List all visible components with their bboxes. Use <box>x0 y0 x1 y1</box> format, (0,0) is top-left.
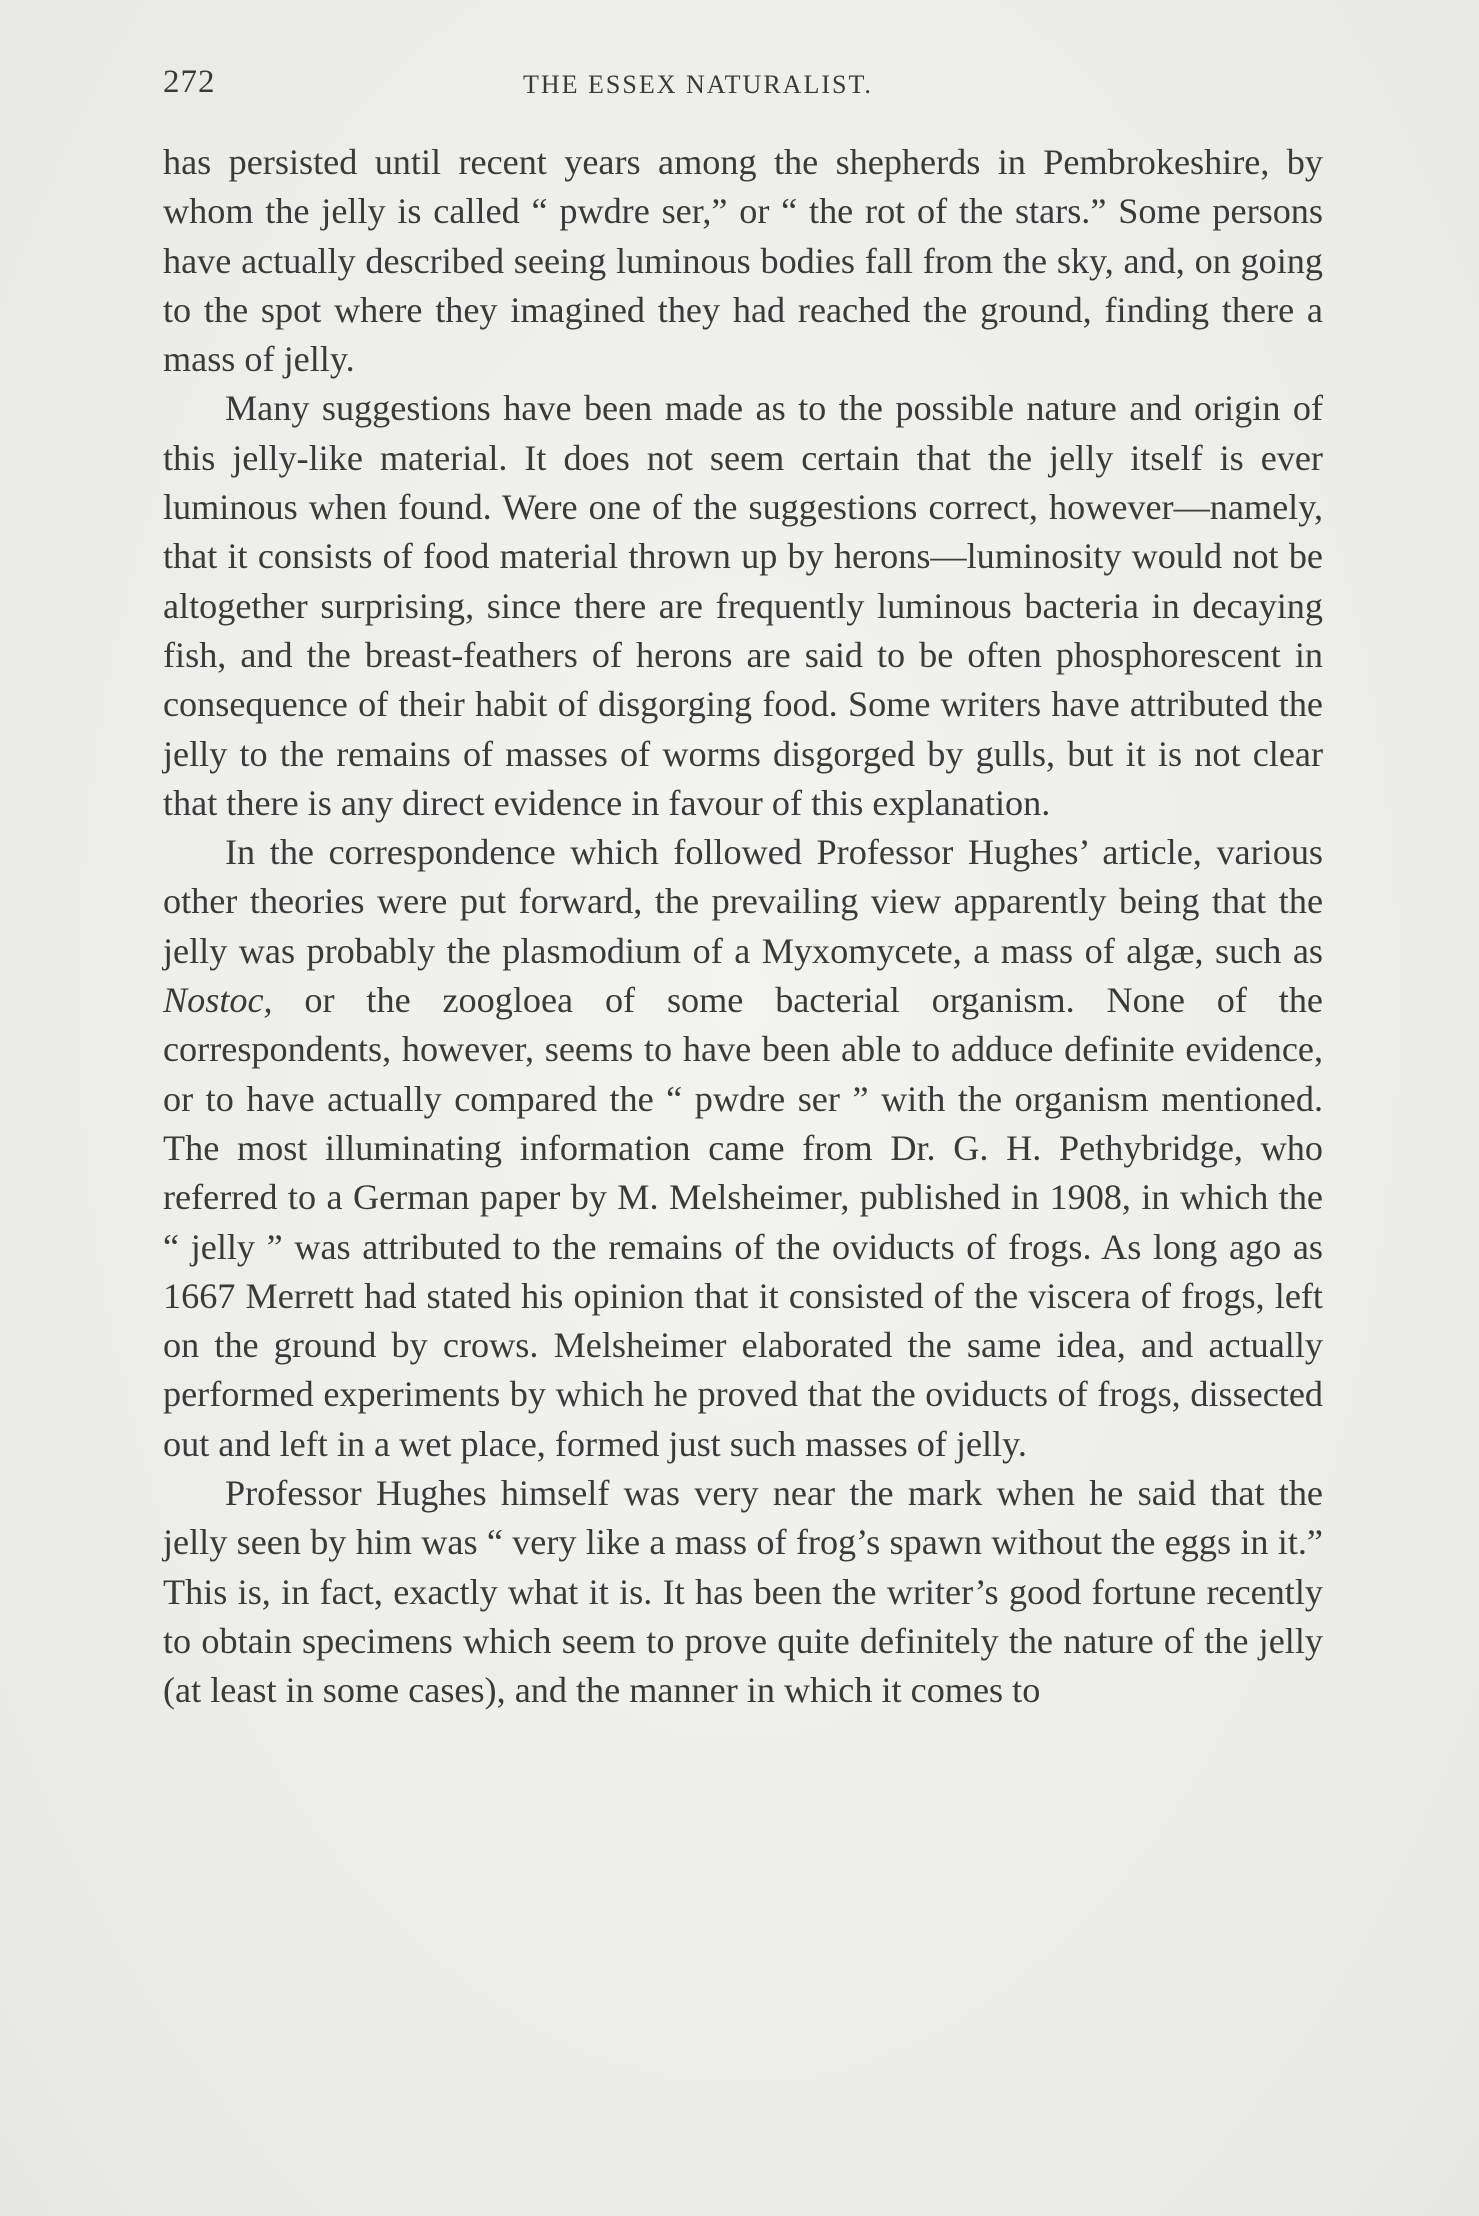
body-text <box>163 138 1323 1716</box>
paragraph-3 <box>163 828 1323 1469</box>
page-number: 272 <box>163 64 216 100</box>
paragraph-4: Professor Hughes himself was very near the mark when he said that the jelly seen by him was “ very like a mass of frog’s spawn without the eggs in it.” This is, in fact, exactly what it is. It has been the writer’s good fortune recently to obtain specimens which seem to prove quite definitely the nature of the jelly (at least in some cases), and the manner in which it comes to <box>163 1473 1323 1711</box>
paragraph-2: Many suggestions have been made as to the possible nature and origin of this jelly-like material. It does not seem certain that the jelly itself is ever luminous when found. Were one of the suggestions correct, however—namely, that it consists of food material thrown up by herons—luminosity would not be altogether surprising, since there are frequently luminous bacteria in decaying fish, and the breast-feathers of herons are said to be often phosphorescent in consequence of their habit of disgorging food. Some writers have attributed the jelly to the remains of masses of worms disgorged by gulls, but it is not clear that there is any direct evidence in favour of this explanation. <box>163 388 1323 823</box>
page-header <box>163 64 1323 124</box>
paragraph-3-text-end: or the zoogloea of some bacterial organism. None of the correspondents, however, seems to have been able to adduce definite evidence, or to have actually compared the “ pwdre ser ” with the organism mentioned. The most illuminating information came from Dr. G. H. Pethybridge, who referred to a German paper by M. Melsheimer, published in 1908, in which the “ jelly ” was attributed to the remains of the oviducts of frogs. As long ago as 1667 Merrett had stated his opinion that it consisted of the viscera of frogs, left on the ground by crows. Melsheimer elaborated the same idea, and actually performed experiments by which he proved that the oviducts of frogs, dissected out and left in a wet place, formed just such masses of jelly. <box>163 980 1323 1464</box>
running-title: THE ESSEX NATURALIST. <box>523 70 873 99</box>
italic-genus-name: Nostoc, <box>163 980 273 1021</box>
paragraph-3-text-start: In the correspondence which followed Professor Hughes’ article, various other theories were put forward, the prevailing view apparently being that the jelly was probably the plasmodium of a Myxomycete, a mass of algæ, such as <box>163 832 1323 971</box>
paragraph-1: has persisted until recent years among the shepherds in Pembrokeshire, by whom the jelly is called “ pwdre ser,” or “ the rot of the stars.” Some persons have actually described seeing luminous bodies fall from the sky, and, on going to the spot where they imagined they had reached the ground, finding there a mass of jelly. <box>163 142 1323 380</box>
